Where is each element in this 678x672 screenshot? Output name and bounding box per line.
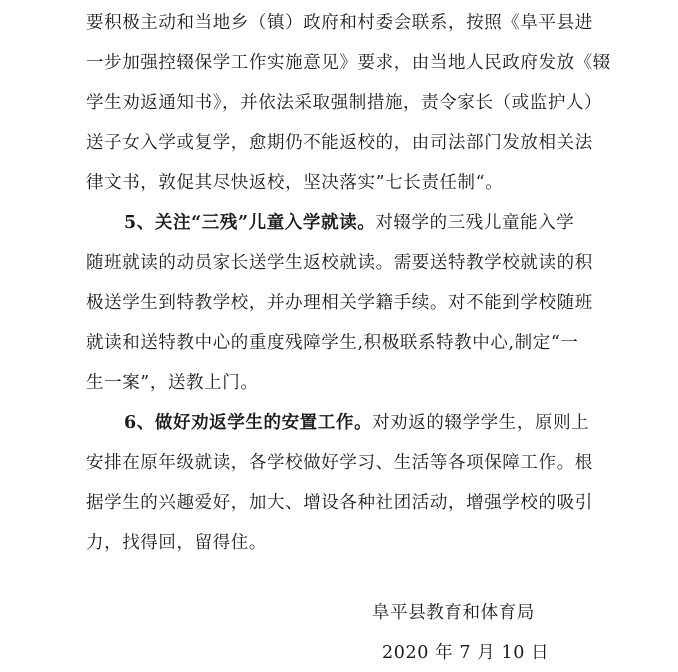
signature-organization: 阜平县教育和体育局 [372,603,535,623]
section-6-heading: 6、做好劝返学生的安置工作。 [124,413,373,433]
section-6-line-4: 力，找得回，留得住。 [86,533,267,553]
section-5-line-4: 就读和送特教中心的重度残障学生,积极联系特教中心,制定“一 [86,333,579,353]
section-5-first-line [124,212,624,234]
section-6-first-line-text: 对劝返的辍学学生，原则上 [372,413,590,433]
section-5-line-5: 生一案”，送教上门。 [86,373,259,393]
section-5-line-3: 极送学生到特教学校，并办理相关学籍手续。对不能到学校随班 [86,293,593,313]
section-6-line-3: 据学生的兴趣爱好，加大、增设各种社团活动，增强学校的吸引 [86,493,593,513]
paragraph-1-line-4: 送子女入学或复学，愈期仍不能返校的，由司法部门发放相关法 [86,133,593,153]
paragraph-1-line-5: 律文书，敦促其尽快返校，坚决落实”七长责任制“。 [86,173,504,193]
section-5-heading: 5、关注“三残”儿童入学就读。 [124,213,376,233]
paragraph-1-line-1: 要积极主动和当地乡（镇）政府和村委会联系，按照《阜平县进 [86,13,593,33]
paragraph-1-line-2: 一步加强控辍保学工作实施意见》要求，由当地人民政府发放《辍 [86,53,611,73]
section-6-line-2: 安排在原年级就读，各学校做好学习、生活等各项保障工作。根 [86,453,593,473]
section-6-first-line [124,412,624,434]
signature-date: 2020 年 7 月 10 日 [382,643,550,663]
section-5-line-2: 随班就读的动员家长送学生返校就读。需要送特教学校就读的积 [86,253,593,273]
section-5-first-line-text: 对辍学的三残儿童能入学 [375,213,575,233]
paragraph-1-line-3: 学生劝返通知书》，并依法采取强制措施，责令家长（或监护人） [86,93,603,113]
